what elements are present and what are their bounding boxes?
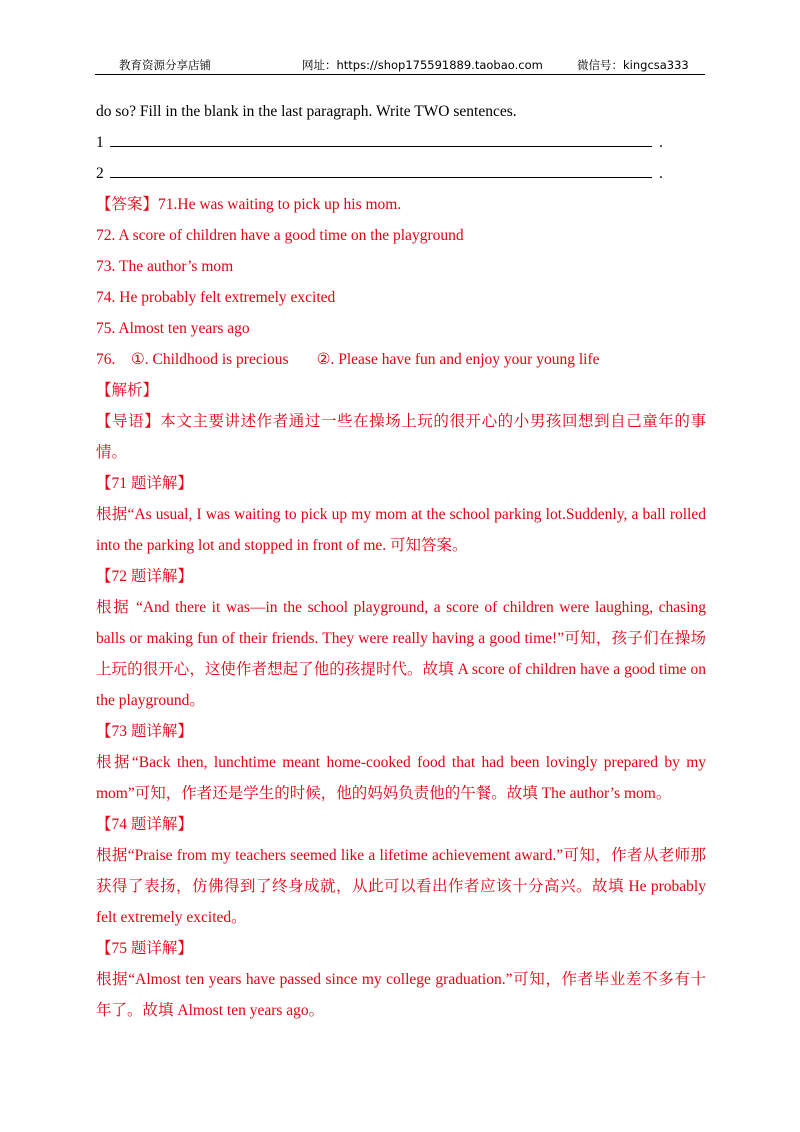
answer-72: 72. A score of children have a good time on the playground [96,227,464,244]
header-shop-name: 教育资源分享店铺 [119,58,211,72]
blank-number: 1 [96,134,104,151]
q74-title: 【74 题详解】 [96,816,193,833]
q74-explanation: 根据“Praise from my teachers seemed like a lifetime achievement award.”可知，作者从老师那获得了表扬，仿佛得到了终身成就，从此可以看出作者应该十分高兴。故填 He probably felt extremely excited。 [96,847,706,926]
answer-71: 【答案】71.He was waiting to pick up his mom. [96,196,402,213]
q72-title: 【72 题详解】 [96,568,193,585]
analysis-label: 【解析】 [96,382,159,399]
blank-number: 2 [96,165,104,182]
answer-74: 74. He probably felt extremely excited [96,289,336,306]
answer-blank-1 [96,127,706,158]
q71-explanation: 根据“As usual, I was waiting to pick up my mom at the school parking lot.Suddenly, a ball rolled into the parking lot and stopped in front of me. 可知答案。 [96,506,706,554]
header-url: 网址：https://shop175591889.taobao.com [302,58,543,72]
answer-76-part-2: ②. Please have fun and enjoy your young life [316,351,600,368]
blank-period: . [659,134,663,151]
question-text: do so? Fill in the blank in the last paragraph. Write TWO sentences. [96,103,517,120]
blank-underline [110,177,652,178]
answer-76-number: 76. [96,351,116,368]
q73-explanation: 根据“Back then, lunchtime meant home-cooked food that had been lovingly prepared by my mom”可知，作者还是学生的时候，他的妈妈负责他的午餐。故填 The author’s mom。 [96,754,706,802]
answer-76-part-1: ①. Childhood is precious [130,351,289,368]
page-header [95,56,705,75]
header-wechat: 微信号：kingcsa333 [577,58,689,72]
answer-76 [96,344,706,375]
answer-73: 73. The author’s mom [96,258,234,275]
blank-underline [110,146,652,147]
blank-period: . [659,165,663,182]
document-body [96,96,706,1026]
analysis-intro: 【导语】本文主要讲述作者通过一些在操场上玩的很开心的小男孩回想到自己童年的事情。 [96,413,706,461]
answer-blank-2 [96,158,706,189]
q72-explanation: 根据 “And there it was—in the school playground, a score of children were laughing, chasing balls or making fun of their friends. They were really having a good time!”可知，孩子们在操场上玩的很开心，这使作者想起了他的孩提时代。故填 A score of children have a good time on the playground。 [96,599,706,709]
answer-75: 75. Almost ten years ago [96,320,250,337]
q75-explanation: 根据“Almost ten years have passed since my college graduation.”可知，作者毕业差不多有十年了。故填 Almost ten years ago。 [96,971,706,1019]
q75-title: 【75 题详解】 [96,940,193,957]
q73-title: 【73 题详解】 [96,723,193,740]
q71-title: 【71 题详解】 [96,475,193,492]
